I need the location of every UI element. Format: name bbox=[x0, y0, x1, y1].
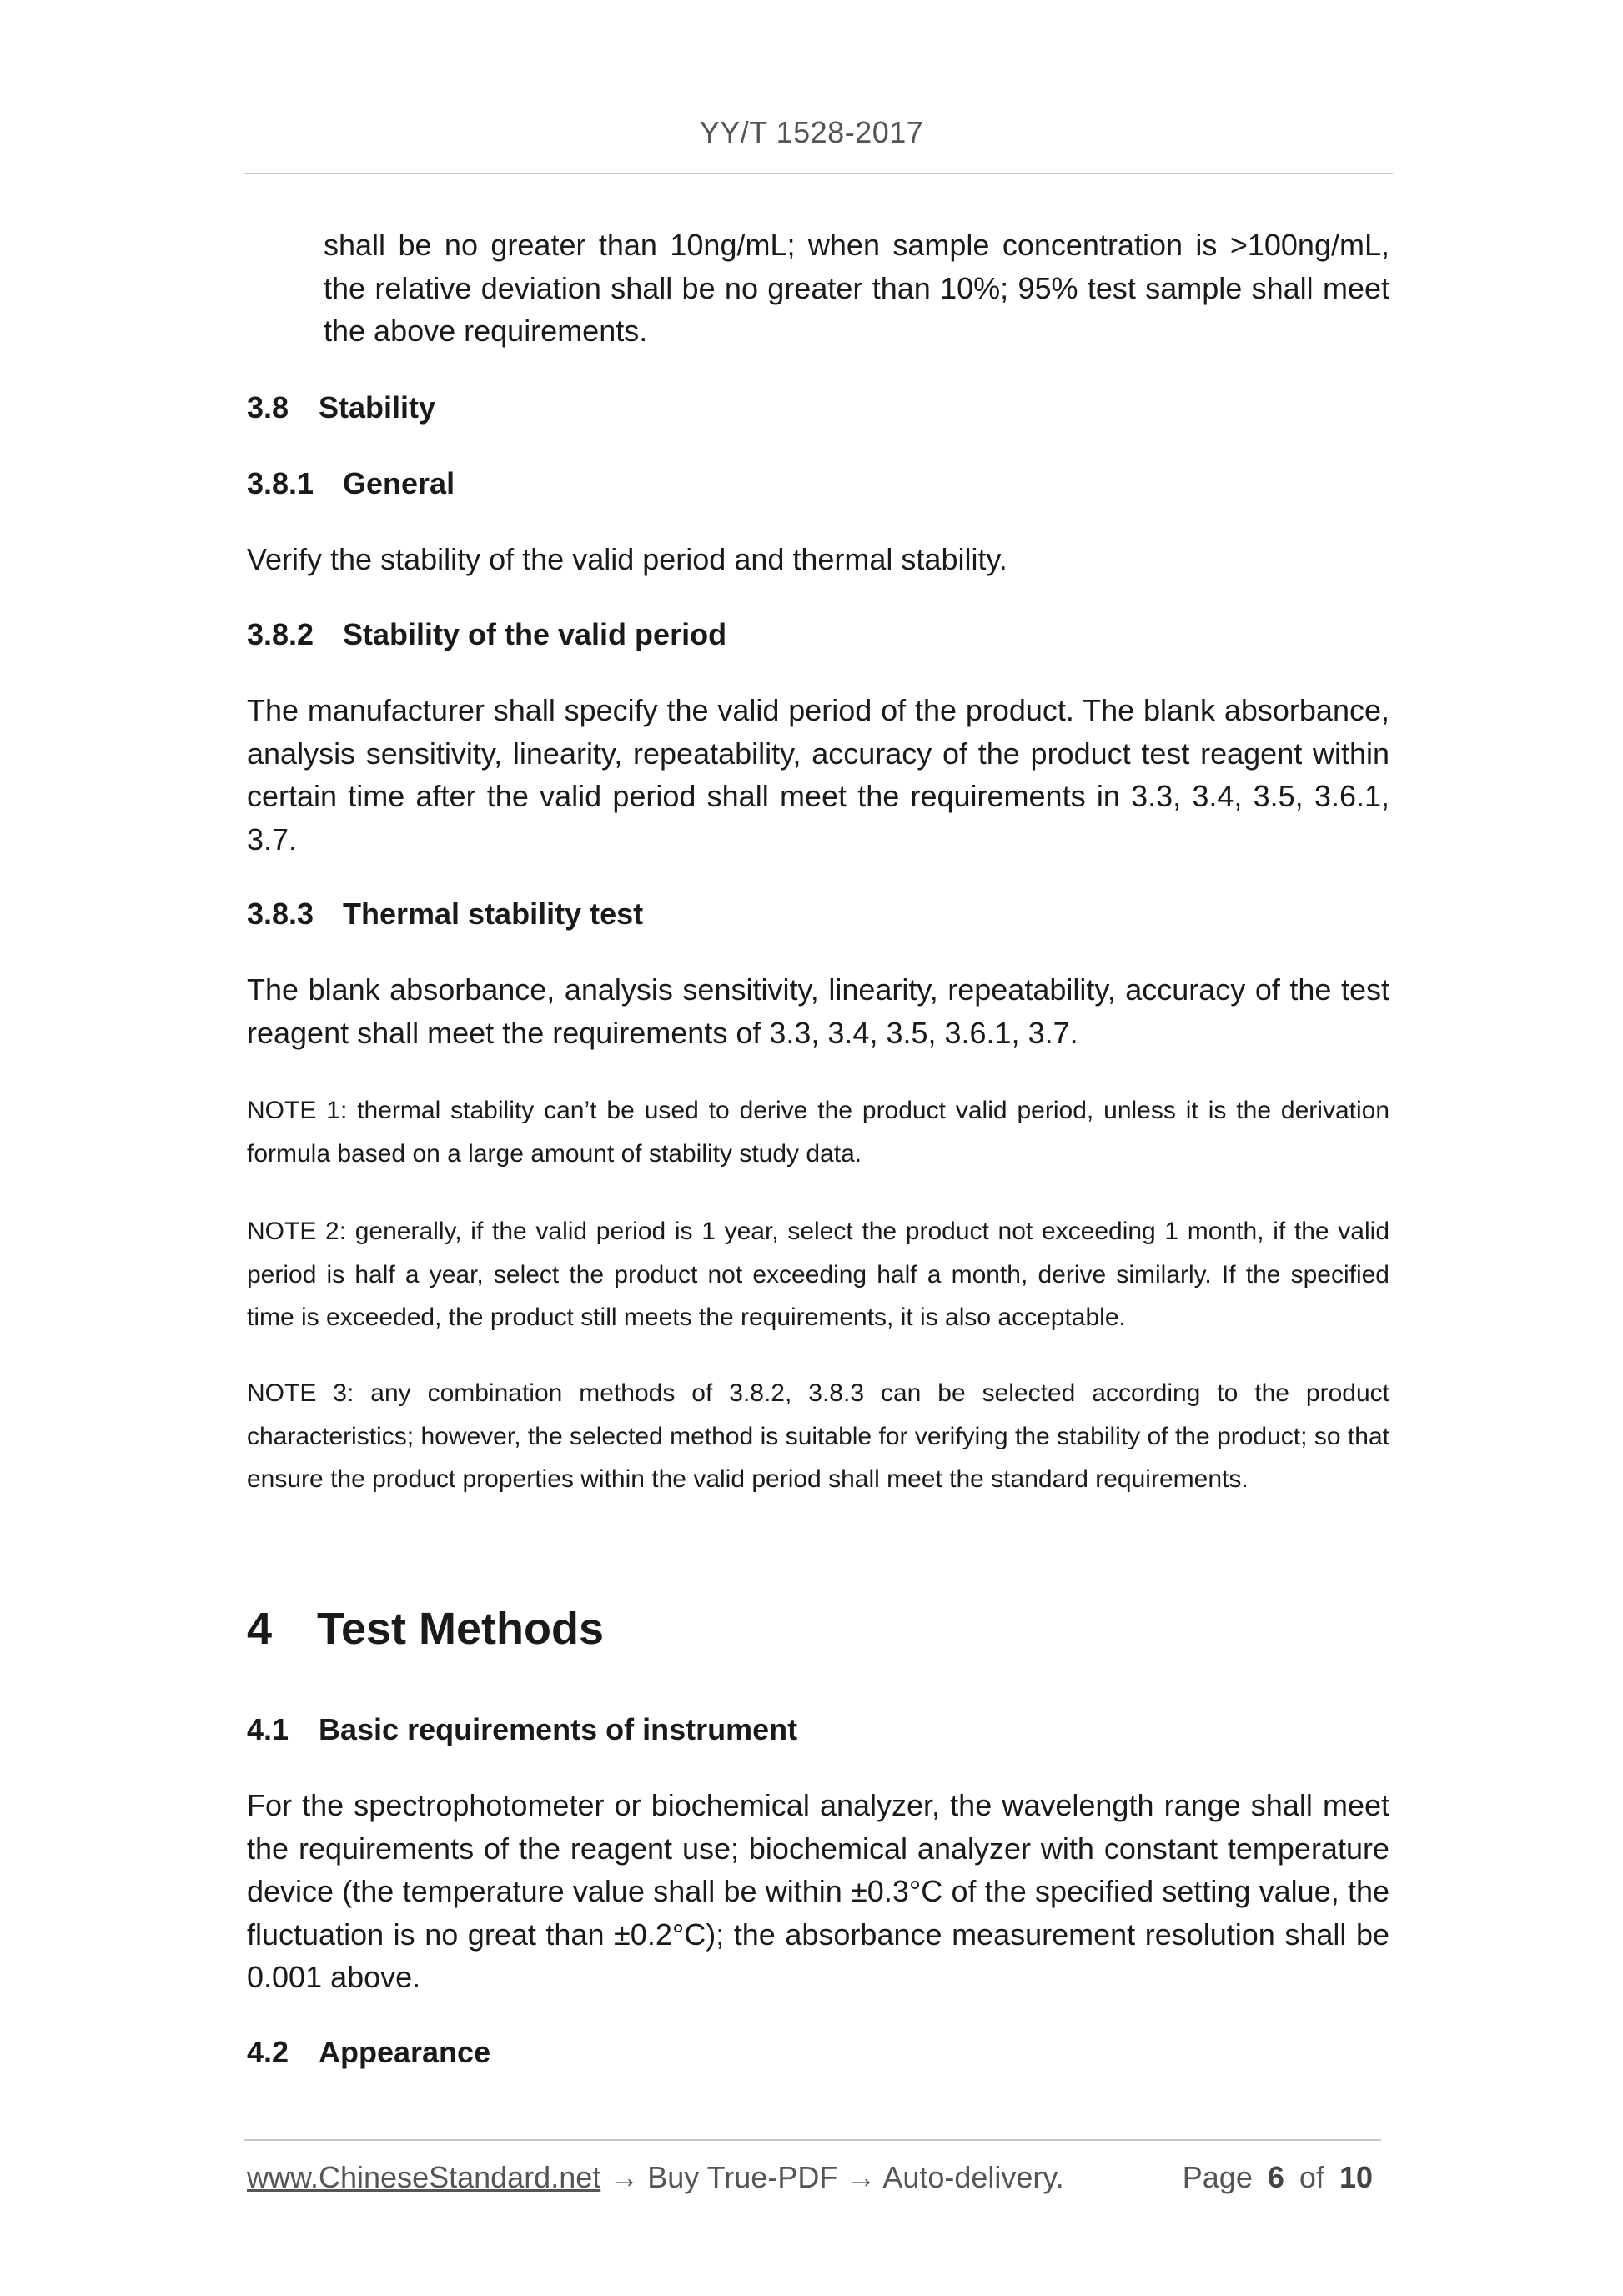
section-number: 3.8.2 bbox=[247, 617, 314, 651]
total-page-number: 10 bbox=[1339, 2160, 1373, 2194]
section-3-8-3-text: The blank absorbance, analysis sensitivity, linearity, repeatability, accuracy of the test reagent shall meet the requirements of 3.3, 3.4, 3.5, 3.6.1, 3.7. bbox=[247, 972, 1389, 1050]
section-3-8-2-heading bbox=[247, 617, 726, 652]
note-1: NOTE 1: thermal stability can’t be used to derive the product valid period, unless it is the derivation formula based on a large amount of stability study data. bbox=[247, 1097, 1389, 1168]
section-4-1-heading bbox=[247, 1712, 797, 1747]
document-code: YY/T 1528-2017 bbox=[699, 115, 924, 149]
section-title: Test Methods bbox=[317, 1604, 605, 1654]
section-3-8-1-heading bbox=[247, 466, 455, 501]
section-3-8-1-text: Verify the stability of the valid period and thermal stability. bbox=[247, 542, 1007, 576]
website-link[interactable]: www.ChineseStandard.net bbox=[247, 2160, 601, 2194]
footer-tagline: → Buy True-PDF → Auto-delivery. bbox=[600, 2160, 1064, 2194]
page-indicator bbox=[1183, 2160, 1379, 2195]
continuation-paragraph: shall be no greater than 10ng/mL; when sample concentration is >100ng/mL, the relative deviation shall be no greater than 10%; 95% test sample shall meet the above requirements. bbox=[324, 228, 1389, 348]
section-title: Stability bbox=[319, 390, 436, 425]
footer-promo bbox=[247, 2160, 1064, 2195]
current-page-number: 6 bbox=[1267, 2160, 1284, 2194]
section-number: 3.8.1 bbox=[247, 466, 314, 500]
section-number: 4.2 bbox=[247, 2035, 289, 2069]
of-label: of bbox=[1299, 2160, 1324, 2194]
section-number: 3.8 bbox=[247, 390, 289, 425]
page-label: Page bbox=[1182, 2160, 1253, 2194]
footer-divider bbox=[244, 2139, 1381, 2141]
section-number: 4 bbox=[247, 1604, 273, 1654]
section-3-8-heading bbox=[247, 390, 435, 425]
section-number: 3.8.3 bbox=[247, 897, 314, 931]
section-title: Stability of the valid period bbox=[343, 617, 727, 651]
section-title: General bbox=[343, 466, 455, 500]
section-3-8-2-text: The manufacturer shall specify the valid period of the product. The blank absorbance, analysis sensitivity, linearity, repeatability, accuracy of the product test reagent within certain time after the valid period shall meet the requirements in 3.3, 3.4, 3.5, 3.6.1, 3.7. bbox=[247, 693, 1389, 857]
note-2: NOTE 2: generally, if the valid period is 1 year, select the product not exceeding 1 month, if the valid period is half a year, select the product not exceeding half a month, derive similarly. If the specified time is exceeded, the product still meets the requirements, it is also acceptable. bbox=[247, 1218, 1389, 1331]
section-4-1-text: For the spectrophotometer or biochemical analyzer, the wavelength range shall meet the requirements of the reagent use; biochemical analyzer with constant temperature device (the temperature value shall be within ±0.3°C of the specified setting value, the fluctuation is no great than ±0.2°C); the absorbance measurement resolution shall be 0.001 above. bbox=[247, 1788, 1389, 1994]
section-title: Appearance bbox=[319, 2035, 491, 2069]
header-divider bbox=[244, 173, 1393, 174]
section-title: Basic requirements of instrument bbox=[319, 1712, 798, 1746]
section-4-heading bbox=[247, 1603, 604, 1655]
note-3: NOTE 3: any combination methods of 3.8.2, 3.8.3 can be selected according to the product characteristics; however, the selected method is suitable for verifying the stability of the product; so that ensure the product properties within the valid period shall meet the standard requirements. bbox=[247, 1379, 1389, 1493]
section-title: Thermal stability test bbox=[343, 897, 644, 931]
section-number: 4.1 bbox=[247, 1712, 289, 1746]
section-4-2-heading bbox=[247, 2035, 490, 2070]
section-3-8-3-heading bbox=[247, 897, 643, 932]
